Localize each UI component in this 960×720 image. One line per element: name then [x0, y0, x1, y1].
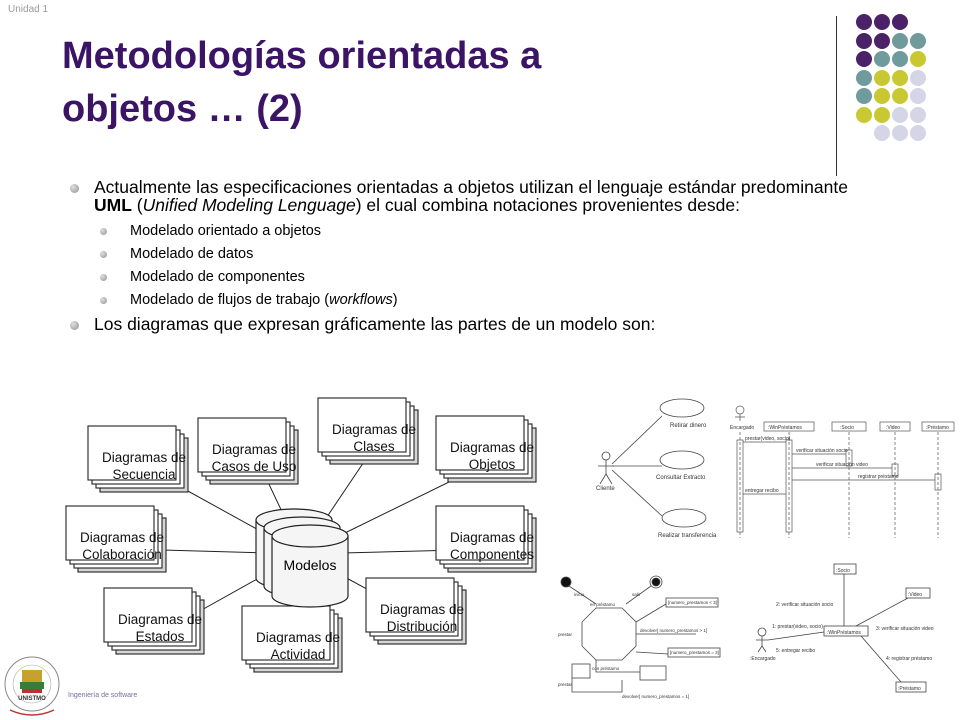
- uml-bold: UML: [94, 195, 132, 215]
- decorative-dot: [892, 51, 908, 67]
- state-label: prestar: [558, 682, 573, 687]
- sub-bullet-mark: [100, 251, 107, 258]
- bullet-text: Los diagramas que expresan gráficamente las partes de un modelo son:: [94, 314, 656, 334]
- state-label: con préstamo: [592, 666, 620, 671]
- stack-label: Clases: [353, 439, 395, 454]
- message-label: verificar situación socio: [796, 448, 848, 454]
- stack-label: Diagramas de: [379, 602, 465, 617]
- message-label: 1: prestar(video, socio): [772, 624, 823, 630]
- object-label: :Socio: [840, 425, 854, 431]
- sub-bullet: [70, 222, 850, 240]
- state-label: salir: [632, 592, 641, 597]
- models-label: Modelos: [283, 557, 337, 573]
- decorative-dot: [892, 107, 908, 123]
- divider-line: [836, 16, 837, 176]
- object-label: Encargado: [730, 425, 755, 431]
- diagram-type-stack: [318, 398, 418, 464]
- message-label: 2: verificar situación socio: [776, 602, 834, 608]
- message-label: verificar situación video: [816, 462, 868, 468]
- diagram-type-stack: [66, 506, 166, 572]
- decorative-dot: [892, 70, 908, 86]
- decorative-dot: [910, 70, 926, 86]
- message-label: entregar recibo: [745, 488, 779, 494]
- diagram-type-stack: [198, 418, 298, 484]
- object-label: :WinPréstamos: [768, 425, 802, 431]
- decorative-dot: [874, 125, 890, 141]
- decorative-dot: [856, 70, 872, 86]
- state-label: [numero_prestamos = 3]: [670, 650, 719, 655]
- decorative-dot: [856, 33, 872, 49]
- use-case-label: Consultar Extracto: [656, 475, 706, 481]
- decorative-dot: [910, 88, 926, 104]
- object-label: :Préstamo: [898, 686, 921, 692]
- stack-label: Objetos: [468, 457, 516, 472]
- decorative-dot: [892, 125, 908, 141]
- decorative-dot: [874, 88, 890, 104]
- message-label: 5: entregar recibo: [776, 648, 816, 654]
- diagram-type-stack: [436, 416, 536, 482]
- actor-head: [758, 628, 766, 636]
- sub-bullet-mark: [100, 228, 107, 235]
- bullet-text: Actualmente las especificaciones orientadas a objetos utilizan el lenguaje estándar predominante: [94, 177, 848, 197]
- use-case-diagram: [592, 394, 728, 540]
- sub-bullet-mark: [100, 297, 107, 304]
- decorative-dot: [910, 51, 926, 67]
- stack-label: Diagramas de: [101, 450, 187, 465]
- stack-label: Diagramas de: [449, 530, 535, 545]
- message-label: 4: registrar préstamo: [886, 656, 933, 662]
- uml-fullname: Unified Modeling Lenguage: [142, 195, 356, 215]
- state-octagon: [582, 608, 636, 660]
- decorative-dot: [856, 14, 872, 30]
- decorative-dot: [892, 33, 908, 49]
- workflows-italic: workflows: [329, 292, 393, 308]
- unit-label: Unidad 1: [8, 4, 49, 15]
- state-label: [numero_prestamos < 3]: [668, 600, 717, 605]
- use-case-label: Retirar dinero: [670, 423, 707, 429]
- actor-body: [735, 414, 745, 421]
- stack-label: Colaboración: [82, 547, 162, 562]
- stack-label: Diagramas de: [117, 612, 203, 627]
- decorative-dot: [874, 51, 890, 67]
- decorative-dot: [874, 70, 890, 86]
- stack-label: Casos de Uso: [211, 459, 297, 474]
- sub-bullet-text: Modelado orientado a objetos: [130, 223, 322, 239]
- state-label: devolver[ numero_prestamos > 1]: [640, 628, 708, 633]
- diagram-type-stack: [242, 606, 342, 672]
- state-label: prestar: [558, 632, 573, 637]
- title-line-2: objetos … (2): [62, 88, 303, 130]
- stack-label: Diagramas de: [255, 630, 341, 645]
- decorative-dot: [910, 33, 926, 49]
- sub-bullet-mark: [100, 274, 107, 281]
- decorative-dot: [856, 88, 872, 104]
- stack-label: Diagramas de: [211, 442, 297, 457]
- use-case-oval: [660, 451, 704, 469]
- slide-title: [62, 30, 762, 136]
- stack-label: Diagramas de: [331, 422, 417, 437]
- use-case-oval: [660, 399, 704, 417]
- state-box: [640, 666, 666, 680]
- decorative-dot: [892, 14, 908, 30]
- stack-label: Actividad: [270, 647, 326, 662]
- stack-label: Diagramas de: [79, 530, 165, 545]
- stack-label: Distribución: [386, 619, 458, 634]
- object-label: :Video: [886, 425, 901, 431]
- footer-text: Ingeniería de software: [68, 692, 138, 699]
- actor-label: Cliente: [596, 486, 615, 492]
- decorative-dot: [910, 107, 926, 123]
- actor-head: [736, 406, 744, 414]
- bullet-mark: [70, 321, 79, 330]
- state-label: devolver[ numero_prestamos = 1]: [622, 694, 690, 699]
- sub-bullet-text: Modelado de componentes: [130, 269, 305, 285]
- sub-bullet: [70, 245, 850, 263]
- use-case-label: Realizar transferencia: [658, 533, 717, 539]
- sub-bullet: [70, 268, 850, 286]
- stack-label: Estados: [135, 629, 185, 644]
- stack-label: Secuencia: [112, 467, 176, 482]
- diagram-type-stack: [104, 588, 204, 654]
- sub-bullet-text: ): [392, 292, 398, 308]
- sub-bullet-text: Modelado de flujos de trabajo (: [130, 292, 330, 308]
- sub-bullet: [70, 291, 850, 309]
- object-label: :WinPréstamos: [827, 630, 861, 636]
- uml-diagram-types-figure: [38, 384, 558, 694]
- state-diagram: [556, 574, 732, 718]
- object-label: :Socio: [836, 568, 850, 574]
- message-label: prestar(video, socio): [745, 436, 791, 442]
- collaboration-diagram: [736, 556, 958, 716]
- diagram-type-stack: [436, 506, 536, 572]
- bullet-text: ) el cual combina notaciones provenientes desde:: [355, 195, 740, 215]
- actor-label: :Encargado: [750, 656, 776, 662]
- message-label: 3: verificar situación video: [876, 626, 934, 632]
- models-cylinder: [256, 509, 348, 607]
- message-label: registrar préstamo: [858, 474, 899, 480]
- final-state: [652, 578, 660, 586]
- actor-body: [598, 460, 614, 484]
- actor-head: [602, 452, 610, 460]
- stack-label: Componentes: [449, 547, 535, 562]
- initial-state: [561, 577, 571, 587]
- object-label: :Préstamo: [926, 425, 949, 431]
- bullet-uml: [70, 178, 850, 214]
- decorative-dot: [856, 51, 872, 67]
- sequence-diagram: [728, 402, 958, 542]
- decorative-dot: [856, 107, 872, 123]
- decorative-dot: [910, 125, 926, 141]
- decorative-dot: [892, 88, 908, 104]
- diagram-type-stack: [366, 578, 466, 644]
- university-seal-logo: [2, 652, 62, 716]
- use-case-oval: [662, 509, 706, 527]
- logo-text: UNISTMO: [18, 696, 46, 702]
- actor-body: [756, 636, 768, 652]
- bullet-mark: [70, 184, 79, 193]
- stack-label: Diagramas de: [449, 440, 535, 455]
- bullet-list: [70, 178, 850, 341]
- bullet-diagrams: [70, 315, 850, 333]
- state-label: inicio: [574, 592, 585, 597]
- bullet-text: (: [131, 195, 143, 215]
- sub-bullet-text: Modelado de datos: [130, 246, 254, 262]
- state-label: en préstamo: [590, 602, 616, 607]
- state-box: [572, 664, 590, 678]
- object-label: :Video: [908, 592, 923, 598]
- decorative-dot: [874, 14, 890, 30]
- decorative-dot: [874, 33, 890, 49]
- decorative-dot: [874, 107, 890, 123]
- diagram-type-stack: [88, 426, 188, 492]
- title-line-1: Metodologías orientadas a: [62, 35, 542, 77]
